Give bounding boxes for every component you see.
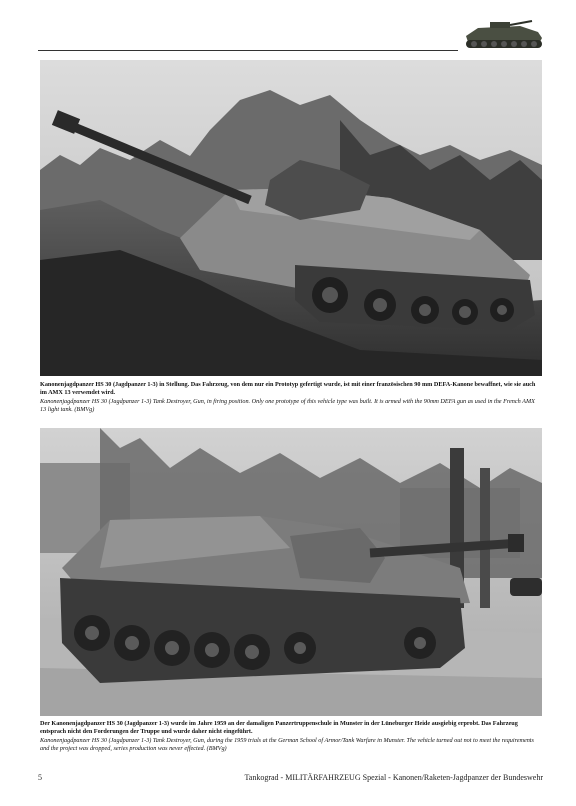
caption-english: Kanonenjagdpanzer HS 30 (Jagdpanzer 1-3) Tank Destroyer, Gun, in firing position. Only one prototype of this vehicle type was built. It is armed with the 90mm DEFA gun as used in the French AMX 13 light tank. (BMVg) [40, 397, 535, 414]
footer-series-title: Tankograd - MILITÄRFAHRZEUG Spezial - Kanonen/Raketen-Jagdpanzer der Bundeswehr [244, 773, 543, 782]
caption-german: Der Kanonenjagdpanzer HS 30 (Jagdpanzer 1-3) wurde im Jahre 1959 an der damaligen Panzertruppenschule in Munster in der Lüneburger Heide ausgiebig erprobt. Das Fahrzeug entsprach nicht den Forderungen der Truppe und wurde daher nicht eingeführt. [40, 720, 518, 736]
page-footer [38, 770, 543, 786]
page-number: 5 [38, 773, 42, 782]
tank-silhouette-icon [460, 14, 546, 52]
photo-caption [40, 720, 542, 754]
photo-tank-destroyer-trials-munster [40, 428, 542, 716]
header-rule [38, 50, 458, 51]
photo-tank-destroyer-firing-position [40, 60, 542, 376]
caption-english: Kanonenjagdpanzer HS 30 (Jagdpanzer 1-3) Tank Destroyer, Gun, during the 1959 trials at the German School of Armor/Tank Warfare in Munster. The vehicle turned out not to meet the requirements and the project was dropped, series production was never effected. (BMVg) [40, 736, 534, 753]
photo-caption [40, 381, 542, 415]
caption-german: Kanonenjagdpanzer HS 30 (Jagdpanzer 1-3) in Stellung. Das Fahrzeug, von dem nur ein Prototyp gefertigt wurde, ist mit einer französischen 90 mm DEFA-Kanone bewaffnet, wie sie auch im AMX 13 verwendet wird. [40, 381, 536, 397]
